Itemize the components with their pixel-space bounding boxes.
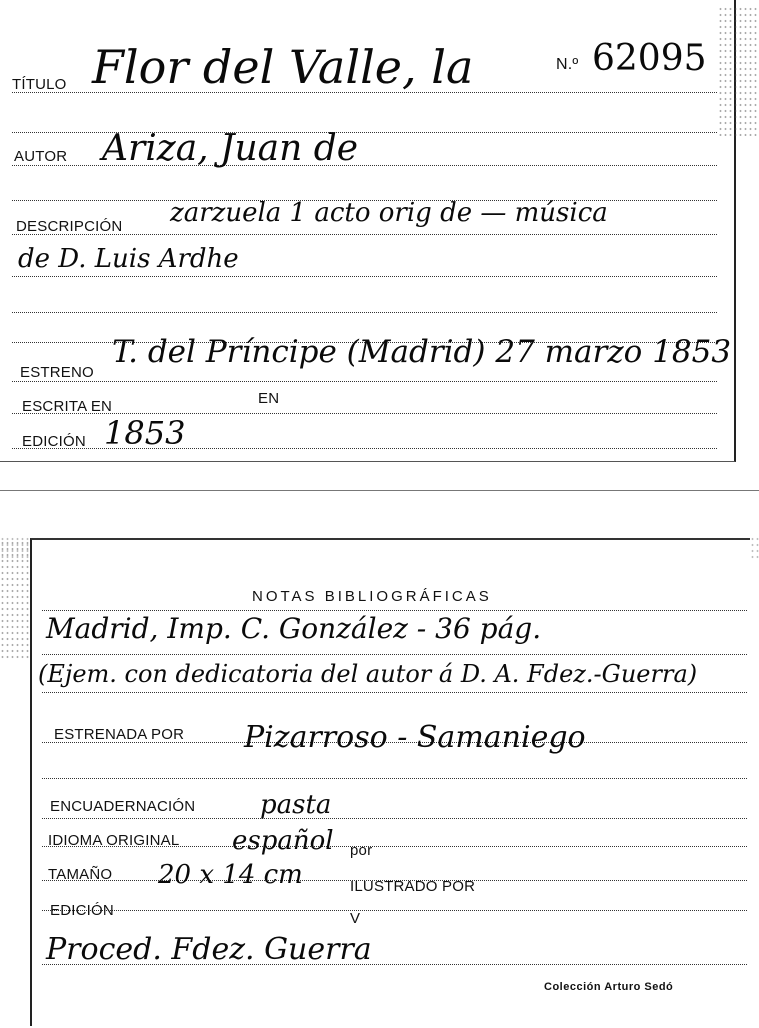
autor-value: Ariza, Juan de [102, 128, 359, 169]
por-label: por [350, 842, 373, 859]
idioma-original-label: IDIOMA ORIGINAL [48, 832, 180, 849]
descripcion-label: DESCRIPCIÓN [16, 218, 123, 235]
encuadernacion-label: ENCUADERNACIÓN [50, 798, 196, 815]
estreno-label: ESTRENO [20, 364, 94, 381]
notas-line-2-value: (Ejem. con dedicatoria del autor á D. A. Fdez.-Guerra) [38, 660, 698, 688]
descripcion-line2: de D. Luis Ardhe [18, 244, 239, 274]
estrenada-por-value: Pizarroso - Samaniego [244, 720, 586, 755]
estreno-line [12, 381, 717, 382]
titulo-value: Flor del Valle, la [92, 40, 474, 94]
notas-bibliograficas-title: NOTAS BIBLIOGRÁFICAS [252, 588, 492, 605]
notas-line-1 [42, 654, 747, 655]
encuadernacion-line [42, 818, 747, 819]
ilustrado-por-label: ILUSTRADO POR [350, 878, 476, 895]
autor-label: AUTOR [14, 148, 68, 165]
coleccion-footer: Colección Arturo Sedó [544, 981, 674, 993]
paper-blank-patch [362, 914, 432, 962]
estreno-value: T. del Príncipe (Madrid) 27 marzo 1853 [112, 334, 732, 370]
encuadernacion-value: pasta [260, 790, 332, 820]
procedencia-value: Proced. Fdez. Guerra [46, 932, 372, 967]
titulo-label: TÍTULO [12, 76, 67, 93]
tamano-label: TAMAÑO [48, 866, 113, 883]
rule-line [42, 610, 747, 611]
edicion-label-back: EDICIÓN [50, 902, 114, 919]
numero-label: N.º [556, 56, 579, 73]
edicion-label: EDICIÓN [22, 433, 86, 450]
notas-line-1-value: Madrid, Imp. C. González - 36 pág. [46, 612, 542, 645]
rule-line [42, 778, 747, 779]
idioma-original-value: español [232, 826, 334, 856]
paper-speckle [0, 540, 30, 660]
en-label: EN [258, 390, 280, 407]
tamano-value: 20 x 14 cm [158, 860, 303, 890]
rule-line [12, 276, 717, 277]
estrenada-por-label: ESTRENADA POR [54, 726, 185, 743]
notas-line-2 [42, 692, 747, 693]
escrita-en-label: ESCRITA EN [22, 398, 113, 415]
edicion-value: 1853 [104, 414, 186, 452]
catalog-card-back [30, 538, 750, 1026]
rule-line [12, 312, 717, 313]
descripcion-line1: zarzuela 1 acto orig de — música [170, 198, 608, 228]
numero-value: 62095 [592, 38, 707, 79]
card-divider [0, 490, 759, 491]
v-label: V [350, 910, 361, 927]
catalog-card-front [0, 0, 736, 462]
edicion-line [42, 910, 747, 911]
